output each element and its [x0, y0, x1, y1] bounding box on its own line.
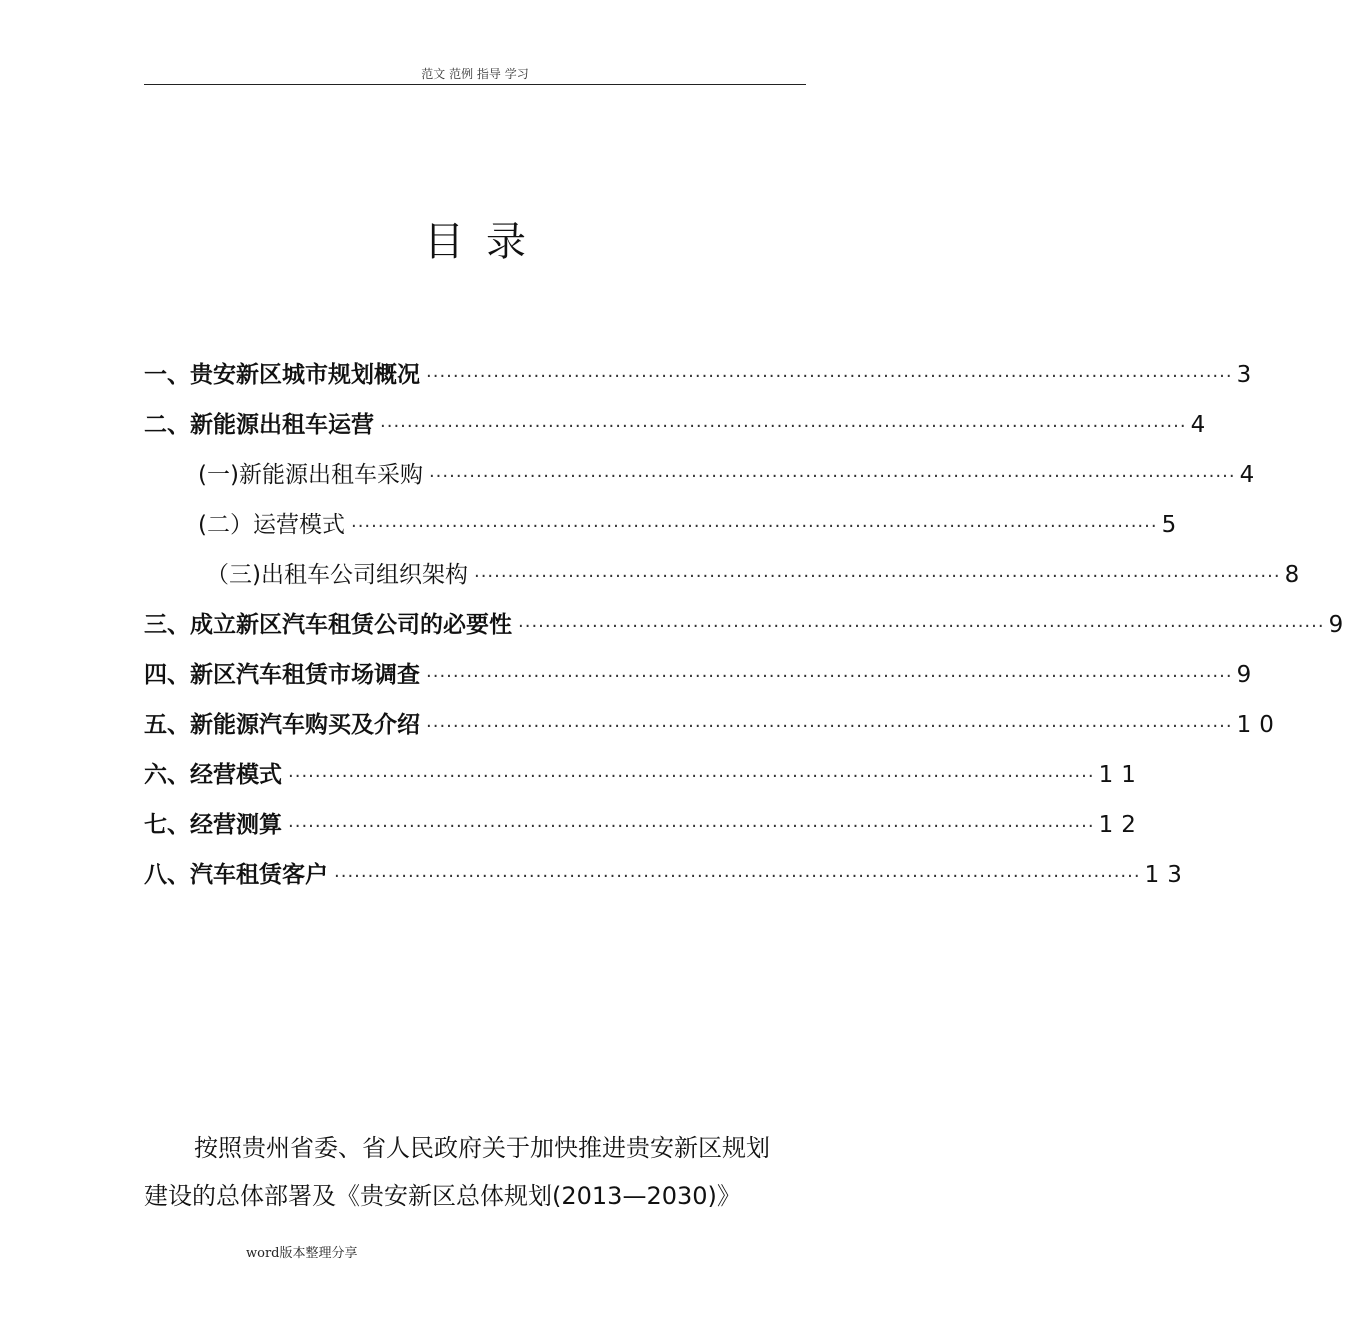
- toc-title: 目录: [424, 219, 548, 265]
- toc-entry-page: 5: [1161, 512, 1185, 538]
- toc-entry[interactable]: [144, 500, 1185, 550]
- toc-entry-page: 13: [1144, 862, 1190, 888]
- toc-entry[interactable]: [144, 800, 1144, 850]
- toc-dot-leader: ························································································································: [473, 566, 1281, 587]
- toc-entry-page: 11: [1098, 762, 1144, 788]
- toc-entry-label: （三)出租车公司组织架构: [206, 562, 468, 588]
- toc-dot-leader: ························································································································: [518, 616, 1325, 637]
- toc-entry-label: 六、经营模式: [144, 762, 282, 788]
- toc-entry[interactable]: [144, 700, 1282, 750]
- toc-entry-label: 四、新区汽车租赁市场调查: [144, 662, 420, 688]
- toc-entry[interactable]: [144, 550, 1308, 600]
- toc-entry[interactable]: [144, 450, 1263, 500]
- toc-entry-page: 9: [1328, 612, 1351, 638]
- toc-entry-label: 二、新能源出租车运营: [144, 412, 374, 438]
- toc-dot-leader: ························································································································: [288, 766, 1095, 787]
- toc-entry-page: 12: [1098, 812, 1144, 838]
- toc-dot-leader: ························································································································: [426, 366, 1233, 387]
- toc-entry-page: 4: [1239, 462, 1263, 488]
- toc-entry[interactable]: [144, 750, 1144, 800]
- header-text: 范文 范例 指导 学习: [421, 67, 529, 81]
- toc-entry-label: 七、经营测算: [144, 812, 282, 838]
- toc-entry[interactable]: [144, 650, 1260, 700]
- toc-dot-leader: ························································································································: [426, 666, 1233, 687]
- toc-dot-leader: ························································································································: [380, 416, 1187, 437]
- toc-entry-label: 五、新能源汽车购买及介绍: [144, 712, 420, 738]
- toc-entry[interactable]: [144, 850, 1190, 900]
- body-line-1: 按照贵州省委、省人民政府关于加快推进贵安新区规划: [194, 1134, 770, 1162]
- toc-entry-label: 一、贵安新区城市规划概况: [144, 362, 420, 388]
- page-header: [144, 64, 806, 85]
- table-of-contents: [144, 350, 1351, 900]
- toc-entry[interactable]: [144, 400, 1214, 450]
- toc-entry-label: (二）运营模式: [198, 512, 345, 538]
- toc-dot-leader: ························································································································: [428, 466, 1236, 487]
- toc-entry-page: 3: [1236, 362, 1260, 388]
- toc-entry-label: (一)新能源出租车采购: [198, 462, 423, 488]
- toc-entry-page: 8: [1284, 562, 1308, 588]
- toc-dot-leader: ························································································································: [334, 866, 1141, 887]
- toc-entry-page: 9: [1236, 662, 1260, 688]
- body-paragraph: [144, 1124, 806, 1220]
- footer-text: word版本整理分享: [246, 1246, 358, 1261]
- toc-dot-leader: ························································································································: [350, 516, 1158, 537]
- toc-entry-label: 三、成立新区汽车租赁公司的必要性: [144, 612, 512, 638]
- toc-entry[interactable]: [144, 600, 1351, 650]
- body-line-2: 建设的总体部署及《贵安新区总体规划(2013—2030)》: [144, 1182, 741, 1210]
- toc-dot-leader: ························································································································: [288, 816, 1095, 837]
- toc-dot-leader: ························································································································: [426, 716, 1233, 737]
- toc-entry-page: 10: [1236, 712, 1282, 738]
- toc-entry-label: 八、汽车租赁客户: [144, 862, 328, 888]
- toc-entry[interactable]: [144, 350, 1260, 400]
- toc-entry-page: 4: [1190, 412, 1214, 438]
- page-footer: [246, 1244, 358, 1264]
